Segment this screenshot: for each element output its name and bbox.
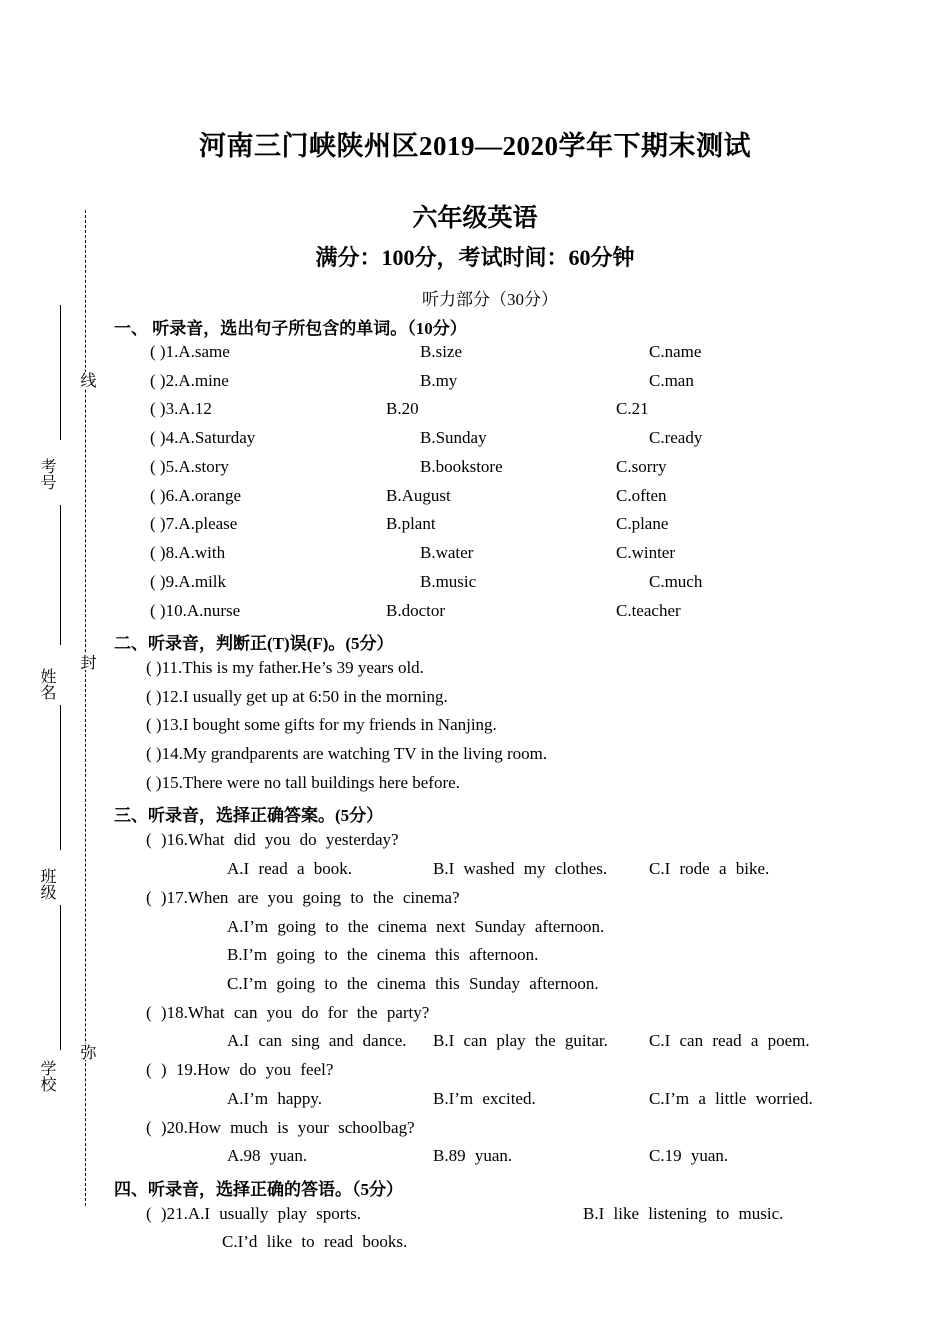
q17-option-a: A.I’m going to the cinema next Sunday afternoon. [227,917,605,936]
q10-option-c: C.teacher [616,601,681,620]
q19-option-b: B.I’m excited. [433,1089,536,1108]
q2-option-b: B.my [420,371,458,390]
q20-stem: ( )20.How much is your schoolbag? [146,1118,415,1137]
part3-heading: 三、听录音，选择正确答案。(5分） [114,806,384,825]
q1-option-b: B.size [420,342,463,361]
q16-option-a: A.I read a book. [227,859,352,878]
q9-stem: ( )9.A.milk [150,572,227,591]
q20-option-a: A.98 yuan. [227,1146,308,1165]
q3-option-b: B.20 [386,399,419,418]
q5-stem: ( )5.A.story [150,457,229,476]
q16-stem: ( )16.What did you do yesterday? [146,830,399,849]
cut-label-line: 线 [78,372,95,388]
field-line-exam-no [60,305,61,440]
q18-option-b: B.I can play the guitar. [433,1031,608,1050]
q2-stem: ( )2.A.mine [150,371,229,390]
field-line-school [60,905,61,1050]
part2-heading: 二、听录音，判断正(T)误(F)。(5分） [114,634,394,653]
q7-option-c: C.plane [616,514,669,533]
q5-option-c: C.sorry [616,457,667,476]
q21-option-c: C.I’d like to read books. [222,1232,408,1251]
q4-option-b: B.Sunday [420,428,487,447]
q4-option-c: C.ready [649,428,703,447]
q3-option-c: C.21 [616,399,649,418]
field-label-school: 学校 [38,1060,55,1092]
q1-stem: ( )1.A.same [150,342,230,361]
q20-option-b: B.89 yuan. [433,1146,513,1165]
q8-option-c: C.winter [616,543,676,562]
field-label-name: 姓名 [38,668,55,700]
q13-statement: ( )13.I bought some gifts for my friends in Nanjing. [146,715,497,734]
q17-option-c: C.I’m going to the cinema this Sunday afternoon. [227,974,599,993]
q18-option-c: C.I can read a poem. [649,1031,810,1050]
q19-option-c: C.I’m a little worried. [649,1089,813,1108]
q5-option-b: B.bookstore [420,457,503,476]
q1-option-c: C.name [649,342,702,361]
q8-stem: ( )8.A.with [150,543,226,562]
field-label-exam-no: 考号 [38,458,55,490]
q19-option-a: A.I’m happy. [227,1089,323,1108]
q14-statement: ( )14.My grandparents are watching TV in the living room. [146,744,548,763]
q9-option-b: B.music [420,572,477,591]
q6-option-c: C.often [616,486,667,505]
q17-option-b: B.I’m going to the cinema this afternoon. [227,945,539,964]
q7-option-b: B.plant [386,514,436,533]
q12-statement: ( )12.I usually get up at 6:50 in the morning. [146,687,448,706]
part4-heading: 四、听录音，选择正确的答语。（5分） [114,1180,403,1199]
field-line-class [60,705,61,850]
q3-stem: ( )3.A.12 [150,399,212,418]
q17-stem: ( )17.When are you going to the cinema? [146,888,460,907]
q6-option-b: B.August [386,486,451,505]
q20-option-c: C.19 yuan. [649,1146,729,1165]
q9-option-c: C.much [649,572,703,591]
exam-meta: 满分：100分，考试时间：60分钟 [315,245,635,270]
q16-option-b: B.I washed my clothes. [433,859,608,878]
q15-statement: ( )15.There were no tall buildings here before. [146,773,460,792]
cut-label-seal: 封 [78,654,95,670]
q7-stem: ( )7.A.please [150,514,238,533]
q8-option-b: B.water [420,543,474,562]
q6-stem: ( )6.A.orange [150,486,242,505]
q10-option-b: B.doctor [386,601,446,620]
q18-option-a: A.I can sing and dance. [227,1031,407,1050]
q21-option-b: B.I like listening to music. [583,1204,784,1223]
q10-stem: ( )10.A.nurse [150,601,241,620]
q2-option-c: C.man [649,371,694,390]
page-subtitle: 六年级英语 [412,205,538,232]
q4-stem: ( )4.A.Saturday [150,428,256,447]
q18-stem: ( )18.What can you do for the party? [146,1003,430,1022]
part1-heading: 一、 听录音，选出句子所包含的单词。（10分） [114,319,467,338]
q19-stem: ( ) 19.How do you feel? [146,1060,334,1079]
field-label-class: 班级 [38,868,55,900]
q11-statement: ( )11.This is my father.He’s 39 years old. [146,658,424,677]
listening-header: 听力部分（30分） [422,290,558,309]
field-line-name [60,505,61,645]
cut-label-close: 弥 [78,1044,95,1060]
page-title: 河南三门峡陕州区2019—2020学年下期末测试 [199,131,751,161]
q16-option-c: C.I rode a bike. [649,859,770,878]
q21-stem: ( )21.A.I usually play sports. [146,1204,362,1223]
